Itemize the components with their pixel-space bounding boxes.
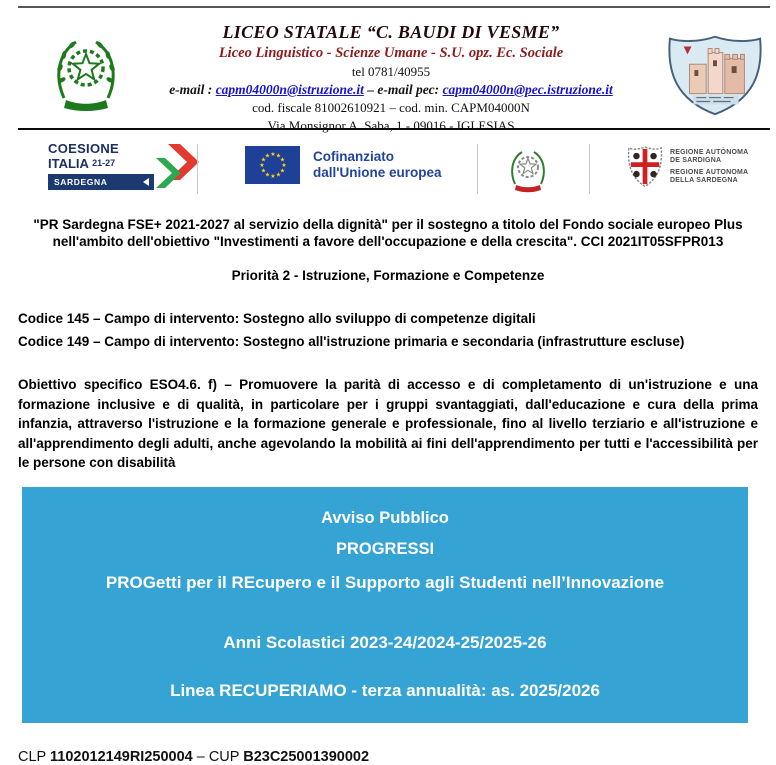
left-arrow-icon bbox=[143, 178, 149, 186]
svg-text:★: ★ bbox=[270, 151, 276, 158]
four-moors-shield-icon bbox=[626, 144, 664, 190]
cup-value: B23C25001390002 bbox=[243, 748, 370, 765]
priority-line: Priorità 2 - Istruzione, Formazione e Competenze bbox=[231, 268, 545, 283]
banner-progressi-line: PROGRESSI bbox=[335, 539, 435, 558]
banner-acronym-line: PROGetti per il REcupero e il Supporto agli Studenti nell’Innovazione bbox=[105, 572, 665, 592]
clp-value: 1102012149RI250004 bbox=[49, 748, 193, 765]
letterhead-text bbox=[118, 16, 664, 134]
sardegna-label: REGIONE AUTÒNOMA DE SARDIGNA REGIONE AUTONOMA DELLA SARDEGNA bbox=[670, 149, 749, 184]
email-label: e-mail : bbox=[169, 82, 216, 97]
email-link[interactable]: capm04000n@istruzione.it bbox=[215, 82, 364, 97]
specific-objective-paragraph: Obiettivo specifico ESO4.6. f) – Promuovere la parità di accesso e di completamento di un'istruzione e una formazione inclusive e di qualità, in particolare per i gruppi svantaggiati, dall'educazione e cura della prima infanzia, attraverso l'istruzione e la formazione generale e professionale, fino al livello terziario e all'istruzione e all'apprendimento degli adulti, anche agevolando la mobilità ai fini dell'apprendimento per tutti e l'accessibilità per le persone con disabilità bbox=[18, 377, 758, 470]
program-title-paragraph: "PR Sardegna FSE+ 2021-2027 al servizio della dignità" per il sostegno a titolo del Fondo sociale europeo Plus nell'ambito dell'obiettivo "Investimenti a favore dell'occupazione e della crescita". CCI 2021IT05SFPR013 bbox=[33, 217, 743, 249]
coesione-line2: ITALIA 21-27 bbox=[48, 156, 116, 171]
svg-text:★: ★ bbox=[264, 171, 271, 179]
funding-logos-row bbox=[0, 134, 776, 206]
school-crest-icon bbox=[664, 32, 766, 123]
logo-divider bbox=[197, 144, 198, 194]
email-line bbox=[118, 82, 664, 98]
eu-flag-icon bbox=[245, 146, 300, 184]
clp-cup-line bbox=[18, 749, 758, 765]
school-name: LICEO STATALE “C. BAUDI DI VESME” bbox=[222, 22, 560, 42]
svg-text:★: ★ bbox=[275, 152, 282, 160]
svg-text:★: ★ bbox=[279, 167, 286, 175]
sardegna-region-logo bbox=[626, 144, 748, 190]
logo-divider bbox=[477, 144, 478, 194]
italy-emblem-icon bbox=[508, 144, 548, 199]
svg-text:★: ★ bbox=[279, 156, 286, 164]
letterhead bbox=[0, 8, 776, 133]
school-phone: tel 0781/40955 bbox=[351, 64, 431, 79]
school-subtitle: Liceo Linguistico - Scienze Umane - S.U. opz. Ec. Sociale bbox=[218, 45, 564, 61]
fiscal-code-line: cod. fiscale 81002610921 – cod. min. CAPM04000N bbox=[252, 100, 530, 115]
document-page bbox=[0, 6, 776, 765]
eu-cofunding-logo bbox=[245, 146, 441, 184]
svg-text:★: ★ bbox=[275, 171, 282, 179]
address-line: Via Monsignor A. Saba, 1 - 09016 - IGLESIAS bbox=[267, 118, 515, 133]
coesione-region-badge: SARDEGNA bbox=[48, 174, 154, 190]
banner-avviso-line: Avviso Pubblico bbox=[321, 508, 449, 527]
coesione-years: 21-27 bbox=[92, 158, 116, 168]
eu-cofunding-label: Cofinanziato dall'Unione europea bbox=[313, 148, 442, 180]
cup-label: – CUP bbox=[192, 748, 244, 765]
logo-divider bbox=[589, 144, 590, 194]
coesione-line1: COESIONE bbox=[48, 141, 120, 156]
pec-email-link[interactable]: capm04000n@pec.istruzione.it bbox=[442, 82, 613, 97]
clp-label: CLP bbox=[18, 748, 50, 765]
italian-republic-emblem-icon bbox=[54, 30, 118, 119]
svg-text:★: ★ bbox=[264, 152, 271, 160]
tricolor-chevrons-icon bbox=[154, 142, 200, 198]
svg-text:★: ★ bbox=[281, 162, 287, 169]
codice-145-line: Codice 145 – Campo di intervento: Sostegno allo sviluppo di competenze digitali bbox=[18, 311, 536, 326]
coesione-italia-logo bbox=[48, 142, 200, 200]
intervention-codes bbox=[18, 307, 758, 353]
svg-text:★: ★ bbox=[260, 156, 267, 164]
banner-school-years-line: Anni Scolastici 2023-24/2024-25/2025-26 bbox=[223, 632, 547, 652]
svg-text:★: ★ bbox=[260, 167, 267, 175]
svg-text:★: ★ bbox=[259, 162, 265, 169]
announcement-banner bbox=[22, 487, 748, 723]
pec-label: – e-mail pec: bbox=[363, 82, 443, 97]
svg-text:★: ★ bbox=[270, 173, 276, 180]
codice-149-line: Codice 149 – Campo di intervento: Sostegno all'istruzione primaria e secondaria (infrastrutture escluse) bbox=[18, 334, 685, 349]
banner-linea-line: Linea RECUPERIAMO - terza annualità: as. 2025/2026 bbox=[170, 680, 600, 700]
